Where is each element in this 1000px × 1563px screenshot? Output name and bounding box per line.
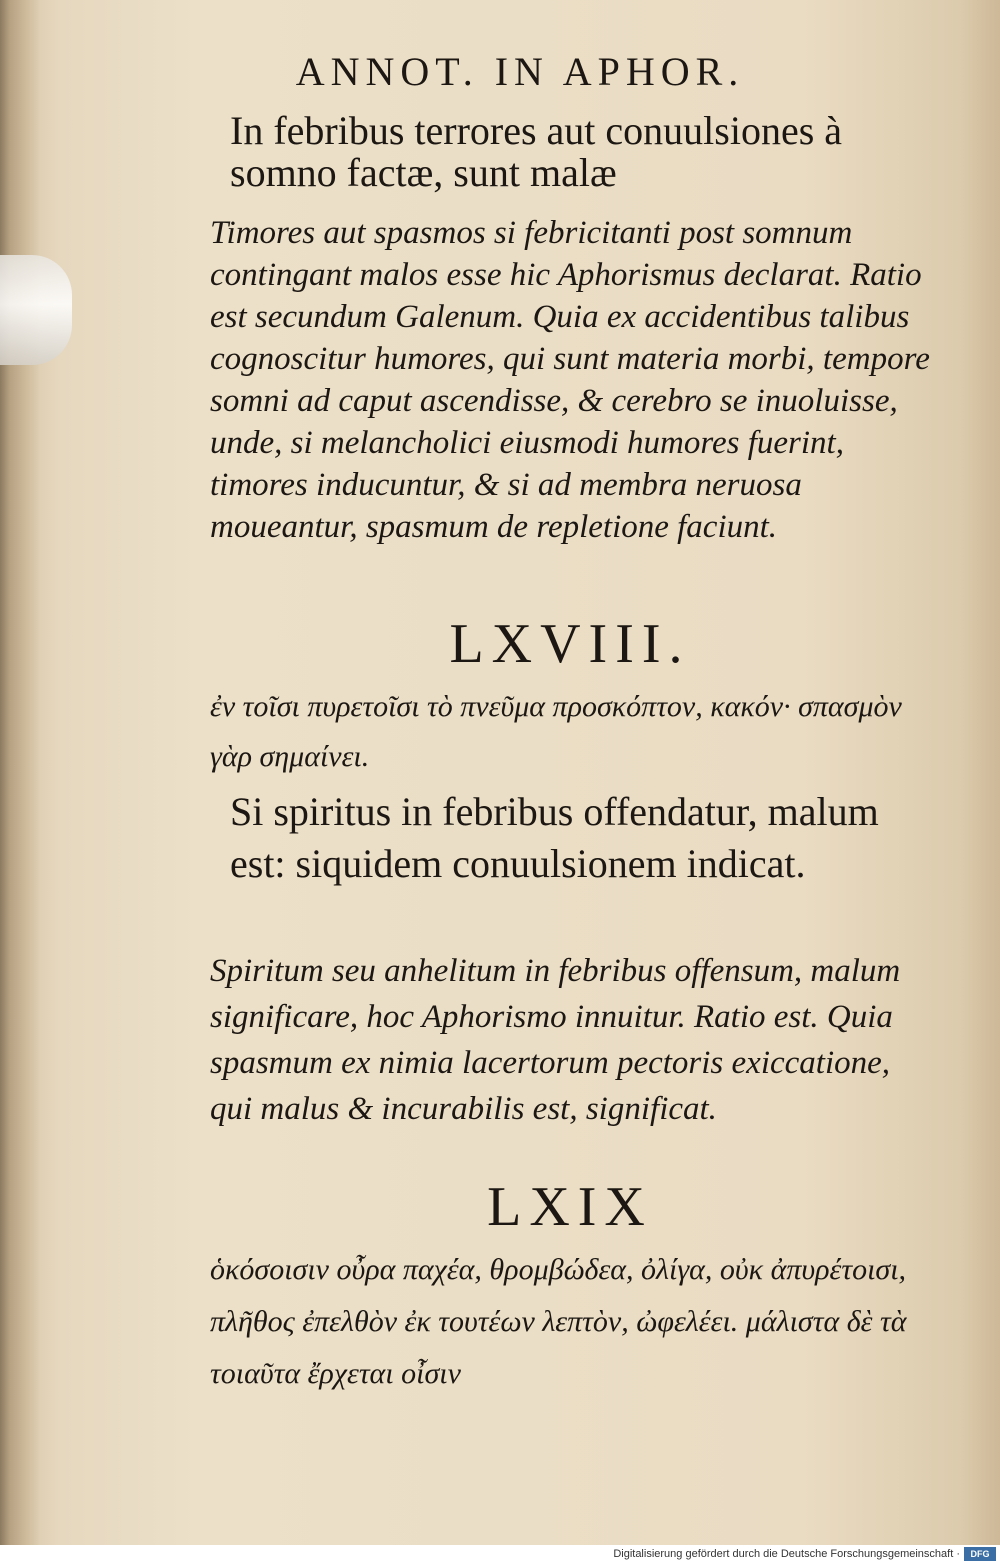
commentary-68: Spiritum seu anhelitum in febribus offensum, malum significare, hoc Aphorismo innuitur. Ratio est. Quia spasmum ex nimia lacertorum pectoris exiccatione, qui malus & incurabilis est, significat. [210, 953, 901, 1127]
commentary-67: Timores aut spasmos si febricitanti post somnum contingant malos esse hic Aphorismus declarat. Ratio est secundum Galenum. Quia ex accidentibus talibus cognoscitur humores, qui sunt materia morbi, tempore somni ad caput ascendisse, & cerebro se inuoluisse, unde, si melancholici eiusmodi humores fuerint, timores inducuntur, & si ad membra neruosa moueantur, spasmum de repletione faciunt. [210, 215, 930, 545]
aphorism-68-latin: Si spiritus in febribus offendatur, malum est: siquidem conuulsionem indicat. [230, 789, 879, 886]
aphorism-number-69: LXIX [487, 1176, 653, 1238]
aphorism-number-68: LXVIII. [449, 613, 691, 675]
greek-text-68: ἐν τοῖσι πυρετοῖσι τὸ πνεῦμα προσκόπτον, κακόν· σπασμὸν γὰρ σημαίνει. [210, 690, 902, 773]
page-clip [0, 255, 72, 365]
page-gutter [0, 0, 40, 1545]
dfg-logo: DFG [964, 1547, 996, 1561]
greek-text-69: ὁκόσοισιν οὖρα παχέα, θρομβώδεα, ὀλίγα, οὐκ ἀπυρέτοισι, πλῆθος ἐπελθὸν ἐκ τουτέων λεπτὸν, ὠφελέει. μάλιστα δὲ τὰ τοιαῦτα ἔρχεται οἶσιν [210, 1253, 907, 1390]
footer-credit: Digitalisierung gefördert durch die Deutsche Forschungsgemeinschaft · [613, 1548, 960, 1560]
aphorism-67-latin: In febribus terrores aut conuulsiones à somno factæ, sunt malæ [230, 108, 843, 195]
running-head: ANNOT. IN APHOR. [295, 49, 745, 94]
digitization-footer [0, 1545, 1000, 1563]
